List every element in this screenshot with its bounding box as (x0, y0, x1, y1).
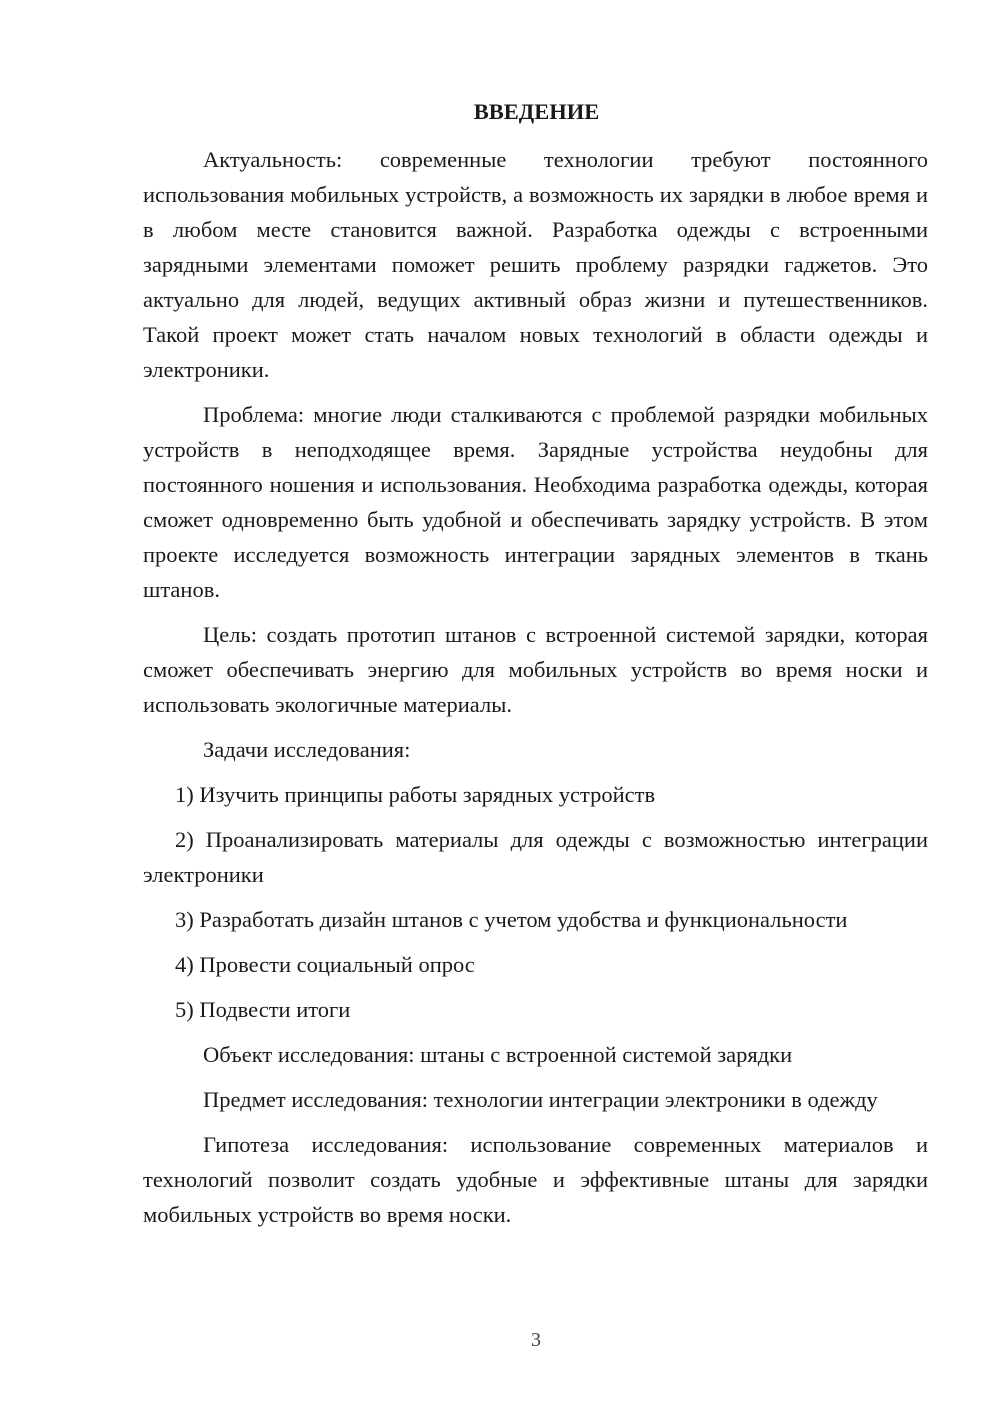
object-paragraph: Объект исследования: штаны с встроенной системой зарядки (203, 1042, 793, 1067)
task-item-5: 5) Подвести итоги (175, 997, 351, 1022)
relevance-paragraph: Актуальность: современные технологии требуют постоянного использования мобильных устройств, а возможность их зарядки в любое время и в любом месте становится важной. Разработка одежды с встроенными зарядными элементами поможет решить проблему разрядки гаджетов. Это актуально для людей, ведущих активный образ жизни и путешественников. Такой проект может стать началом новых технологий в области одежды и электроники. (143, 147, 928, 382)
subject-paragraph: Предмет исследования: технологии интеграции электроники в одежду (203, 1087, 878, 1112)
task-item-2: 2) Проанализировать материалы для одежды с возможностью интеграции электроники (143, 827, 928, 887)
hypothesis-paragraph: Гипотеза исследования: использование современных материалов и технологий позволит создать удобные и эффективные штаны для зарядки мобильных устройств во время носки. (143, 1132, 928, 1227)
tasks-heading: Задачи исследования: (203, 737, 411, 762)
page-content (143, 94, 928, 1242)
goal-paragraph: Цель: создать прототип штанов с встроенной системой зарядки, которая сможет обеспечивать энергию для мобильных устройств во время носки и использовать экологичные материалы. (143, 622, 928, 717)
section-title: ВВЕДЕНИЕ (473, 99, 600, 124)
problem-paragraph: Проблема: многие люди сталкиваются с проблемой разрядки мобильных устройств в неподходящее время. Зарядные устройства неудобны для постоянного ношения и использования. Необходима разработка одежды, которая сможет одновременно быть удобной и обеспечивать зарядку устройств. В этом проекте исследуется возможность интеграции зарядных элементов в ткань штанов. (143, 402, 928, 602)
page-number: 3 (531, 1329, 541, 1351)
task-item-1: 1) Изучить принципы работы зарядных устройств (175, 782, 656, 807)
task-item-3: 3) Разработать дизайн штанов с учетом удобства и функциональности (175, 907, 848, 932)
task-item-4: 4) Провести социальный опрос (175, 952, 475, 977)
